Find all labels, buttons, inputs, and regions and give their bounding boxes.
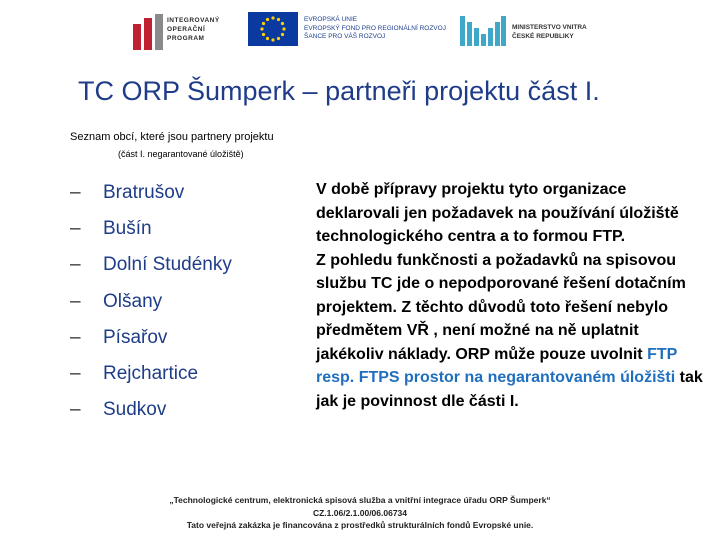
eu-line: EVROPSKÁ UNIE <box>304 16 358 23</box>
list-item-label: Bratrušov <box>103 182 185 204</box>
footer-project-name: „Technologické centrum, elektronická spisová služba a vnitřní integrace úřadu ORP Šumperk“ <box>169 495 551 505</box>
list-item <box>70 392 232 428</box>
mv-line: MINISTERSTVO VNITRA <box>512 24 587 31</box>
mv-line: ČESKÉ REPUBLIKY <box>512 32 574 40</box>
footer <box>100 494 620 532</box>
list-bullet: – <box>70 182 81 204</box>
list-item-label: Rejchartice <box>103 363 199 385</box>
list-item-label: Dolní Studénky <box>103 254 232 276</box>
eu-logo-text <box>304 16 446 42</box>
iop-line: INTEGROVANÝ <box>167 17 220 24</box>
mv-logo-icon <box>460 14 506 48</box>
list-item <box>70 175 232 211</box>
partner-list <box>70 175 232 428</box>
list-item <box>70 247 232 283</box>
list-item <box>70 284 232 320</box>
iop-line: OPERAČNÍ <box>167 26 206 33</box>
slide-subnote: (část I. negarantované úložiště) <box>118 149 244 159</box>
body-highlight: FTP resp. FTPS prostor na negarantovaném úložišti <box>316 345 677 386</box>
list-item-label: Bušín <box>103 218 152 240</box>
list-item <box>70 211 232 247</box>
body-text-part: V době přípravy projektu tyto organizace deklarovali jen požadavek na používání úložiště technologického centra a to formou FTP. <box>316 181 679 245</box>
eu-flag-icon <box>248 12 298 46</box>
list-item-label: Písařov <box>103 326 168 348</box>
footer-funding-note: Tato veřejná zakázka je financována z prostředků strukturálních fondů Evropské unie. <box>186 520 534 530</box>
body-paragraph <box>316 178 706 413</box>
iop-logo-text <box>167 16 220 43</box>
eu-stars-icon <box>248 12 298 46</box>
iop-line: PROGRAM <box>167 35 205 42</box>
eu-line: EVROPSKÝ FOND PRO REGIONÁLNÍ ROZVOJ <box>304 24 446 32</box>
list-bullet: – <box>70 363 81 385</box>
body-text-part: Z pohledu funkčnosti a požadavků na spisovou službu TC jde o nepodporované řešení dotačním projektem. Z těchto důvodů toto řešení nebylo předmětem VŘ , není možné na ně uplatnit jakékoliv náklady. ORP může pouze uvolnit <box>316 251 686 363</box>
list-bullet: – <box>70 326 81 348</box>
iop-logo <box>133 14 233 52</box>
list-bullet: – <box>70 254 81 276</box>
list-bullet: – <box>70 290 81 312</box>
list-item-label: Olšany <box>103 290 163 312</box>
logo-bar <box>0 8 720 56</box>
iop-logo-icon <box>133 14 163 50</box>
eu-logo <box>248 12 458 50</box>
mv-logo-text <box>512 24 587 41</box>
slide-title: TC ORP Šumperk – partneři projektu část I. <box>78 76 600 106</box>
eu-line: ŠANCE PRO VÁŠ ROZVOJ <box>304 33 386 40</box>
list-item <box>70 356 232 392</box>
slide-subtitle: Seznam obcí, které jsou partnery projektu <box>70 131 274 143</box>
list-item-label: Sudkov <box>103 399 167 421</box>
footer-project-code: CZ.1.06/2.1.00/06.06734 <box>312 507 408 518</box>
list-bullet: – <box>70 399 81 421</box>
mv-logo <box>460 14 600 52</box>
list-bullet: – <box>70 218 81 240</box>
body-text-part: tak jak je povinnost dle části I. <box>316 369 703 410</box>
list-item <box>70 320 232 356</box>
